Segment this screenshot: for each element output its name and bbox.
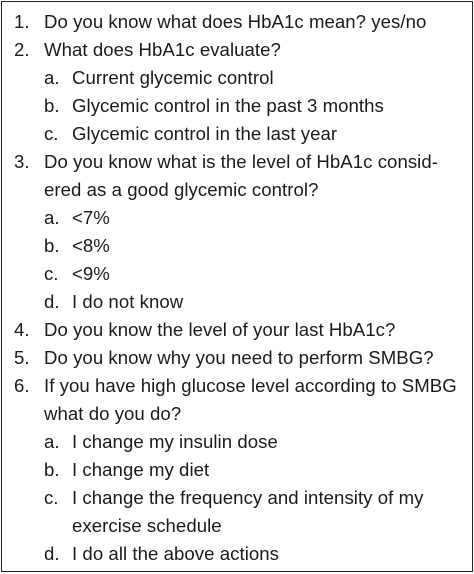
question-6-number: 6.	[14, 375, 30, 396]
question-5-text: Do you know why you need to perform SMBG?	[44, 347, 434, 368]
question-3-option-c-letter: c.	[44, 263, 59, 284]
question-6-option-b-text: I change my diet	[72, 459, 210, 480]
question-3-text-line-1: Do you know what is the level of HbA1c consid-	[44, 151, 438, 172]
question-3-option-d-text: I do not know	[72, 291, 184, 312]
questionnaire-box	[1, 1, 473, 572]
question-6-option-d-letter: d.	[44, 543, 60, 564]
question-6-option-c-continuation: exercise schedule	[72, 515, 222, 536]
question-6-text-line-1: If you have high glucose level according to SMBG	[44, 375, 457, 396]
question-4-text: Do you know the level of your last HbA1c?	[44, 319, 396, 340]
question-3-option-d-letter: d.	[44, 291, 60, 312]
question-2-option-c-text: Glycemic control in the last year	[72, 123, 338, 144]
question-6-option-c-letter: c.	[44, 487, 59, 508]
question-6-option-b-letter: b.	[44, 459, 60, 480]
question-1-number: 1.	[14, 11, 30, 32]
question-2-option-c-letter: c.	[44, 123, 59, 144]
question-2-option-a-letter: a.	[44, 67, 60, 88]
question-3-option-b-text: <8%	[72, 235, 110, 256]
question-5-number: 5.	[14, 347, 30, 368]
question-1-text: Do you know what does HbA1c mean? yes/no	[44, 11, 427, 32]
question-2-option-b-letter: b.	[44, 95, 60, 116]
question-3-option-a-text: <7%	[72, 207, 110, 228]
question-6-option-d-text: I do all the above actions	[72, 543, 280, 564]
question-4-number: 4.	[14, 319, 30, 340]
question-6-option-c-text: I change the frequency and intensity of my	[72, 487, 424, 508]
question-6-option-a-text: I change my insulin dose	[72, 431, 278, 452]
question-3-option-b-letter: b.	[44, 235, 60, 256]
question-2-option-b-text: Glycemic control in the past 3 months	[72, 95, 384, 116]
question-3-text-line-2: ered as a good glycemic control?	[44, 179, 319, 200]
question-3-option-a-letter: a.	[44, 207, 60, 228]
question-3-number: 3.	[14, 151, 30, 172]
question-2-text: What does HbA1c evaluate?	[44, 39, 281, 60]
question-3-option-c-text: <9%	[72, 263, 110, 284]
question-2-number: 2.	[14, 39, 30, 60]
question-6-text-line-2: what do you do?	[44, 403, 182, 424]
question-6-option-a-letter: a.	[44, 431, 60, 452]
question-2-option-a-text: Current glycemic control	[72, 67, 274, 88]
